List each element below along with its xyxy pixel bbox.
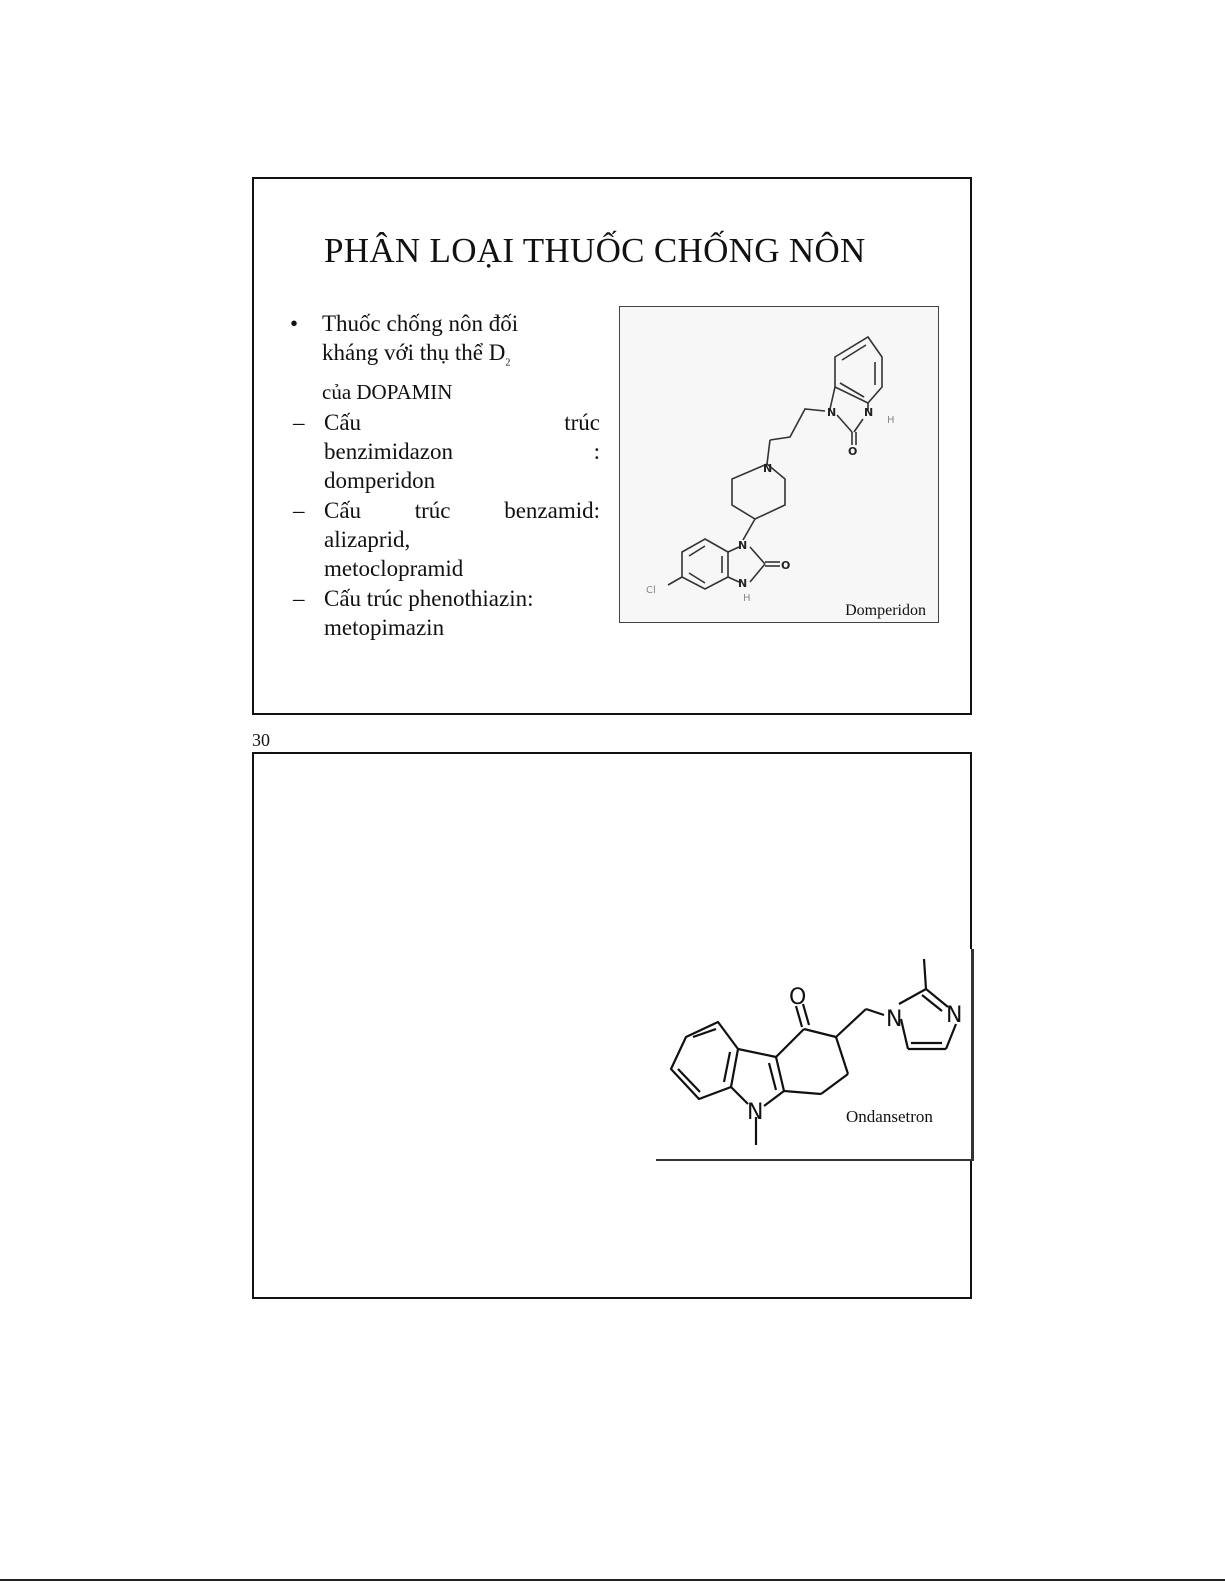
bullet-line-2-text: kháng với thụ thể D xyxy=(322,340,506,365)
page-bottom-divider xyxy=(0,1579,1225,1581)
atom-h: H xyxy=(887,415,895,426)
domperidon-structure-drawing xyxy=(620,307,938,622)
sub-line-2: metopimazin xyxy=(324,614,445,640)
atom-o: O xyxy=(781,559,791,572)
atom-h: H xyxy=(743,593,751,604)
bond xyxy=(866,1009,884,1015)
bond xyxy=(776,1057,784,1091)
sub-item-text xyxy=(324,584,600,642)
bond xyxy=(842,345,866,360)
subscript: 2 xyxy=(505,357,511,369)
bond xyxy=(738,1049,776,1057)
atom-n: N xyxy=(946,1003,963,1028)
atom-o: O xyxy=(789,985,807,1010)
sub-item-benzamid xyxy=(290,496,600,583)
sub-line-1: Cấu trúc phenothiazin: xyxy=(324,585,534,611)
atom-n: N xyxy=(763,462,773,475)
bullet-item xyxy=(290,309,600,407)
bond xyxy=(804,1029,836,1037)
sub-item-phenothiazin xyxy=(290,584,600,642)
slide-title: PHÂN LOẠI THUỐC CHỐNG NÔN xyxy=(324,231,866,270)
bond xyxy=(764,1091,784,1106)
sub-line-2: alizaprid, xyxy=(324,526,411,552)
page-number: 30 xyxy=(252,730,270,750)
bullet-line-1: Thuốc chống nôn đối xyxy=(322,311,519,336)
dash-marker: – xyxy=(293,409,305,435)
bond xyxy=(743,519,755,540)
bullet-text xyxy=(322,309,600,407)
bond xyxy=(668,577,682,585)
piperidine-ring xyxy=(732,464,785,519)
bond xyxy=(837,415,852,432)
bond xyxy=(750,547,765,564)
atom-n: N xyxy=(827,406,837,419)
bond xyxy=(750,564,765,582)
bullet-line-2 xyxy=(322,338,600,378)
bond xyxy=(922,995,942,1011)
slide-1 xyxy=(252,177,972,715)
bullet-line-3: của DOPAMIN xyxy=(322,379,453,404)
methyl-bond xyxy=(924,959,926,989)
slide-body xyxy=(290,309,600,642)
atom-cl: Cl xyxy=(646,585,656,596)
ondansetron-structure xyxy=(656,949,974,1161)
atom-n: N xyxy=(738,577,748,590)
domperidon-structure xyxy=(619,306,939,623)
dash-marker: – xyxy=(293,497,305,523)
bond xyxy=(769,1063,776,1090)
dash-marker: – xyxy=(293,585,305,611)
propyl-chain xyxy=(770,409,825,440)
bond xyxy=(821,1074,848,1094)
bond xyxy=(899,989,926,1004)
sub-line-1: Cấu trúc benzamid: xyxy=(324,497,600,523)
sub-item-text xyxy=(324,496,600,583)
atom-n: N xyxy=(886,1007,903,1032)
colon: : xyxy=(593,438,600,464)
bond xyxy=(854,419,863,432)
sub-line-1 xyxy=(324,408,600,437)
atom-n: N xyxy=(864,406,874,419)
word-benzimidazon: benzimidazon xyxy=(324,438,454,464)
bond xyxy=(731,1087,748,1104)
sub-line-3: metoclopramid xyxy=(324,555,464,581)
image-caption: Ondansetron xyxy=(846,1107,933,1126)
atom-n: N xyxy=(738,539,748,552)
image-caption: Domperidon xyxy=(845,602,926,619)
word-cau: Cấu xyxy=(324,409,362,435)
bond xyxy=(767,440,770,464)
sub-item-text xyxy=(324,408,600,495)
sub-item-benzimidazon xyxy=(290,408,600,495)
bond xyxy=(926,989,948,1007)
bond xyxy=(784,1091,821,1094)
word-domperidon: domperidon xyxy=(324,467,436,493)
bond xyxy=(836,1009,866,1037)
atom-n: N xyxy=(747,1100,764,1125)
atom-o: O xyxy=(848,445,858,458)
ondansetron-structure-drawing xyxy=(656,949,971,1159)
word-truc: trúc xyxy=(564,409,600,435)
sub-line-2 xyxy=(324,437,600,466)
bond xyxy=(836,1037,848,1074)
slide-2 xyxy=(252,752,972,1299)
bond xyxy=(724,1052,730,1082)
bullet-marker: • xyxy=(290,311,299,336)
bond xyxy=(776,1029,804,1057)
